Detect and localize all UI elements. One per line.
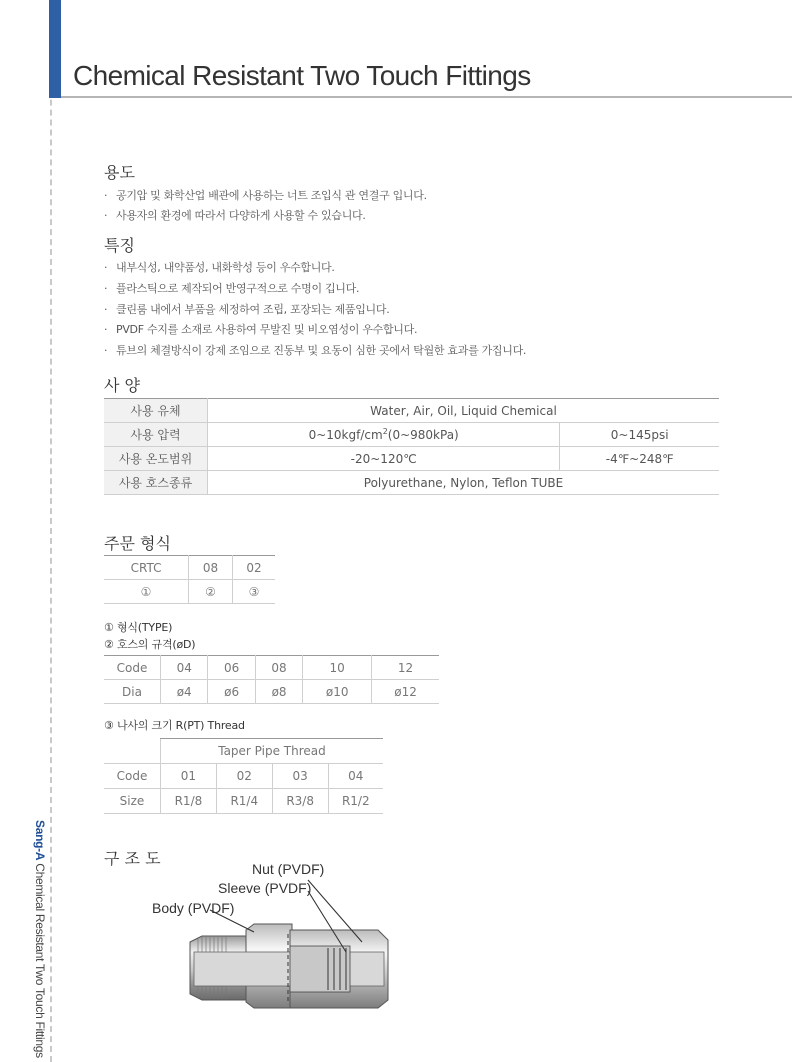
thread-size: R1/2 [328,789,383,814]
spec-fluid-value: Water, Air, Oil, Liquid Chemical [208,399,720,423]
page-title: Chemical Resistant Two Touch Fittings [73,60,531,91]
nut-label: Nut (PVDF) [252,861,325,877]
usage-list [104,186,427,226]
thread-size: R3/8 [272,789,328,814]
features-heading: 특징 [104,236,135,255]
dia-label: Dia [104,680,161,704]
thread-size-label: Size [104,789,161,814]
order-marker: ① [104,580,189,604]
list-item: · 공기압 및 화학산업 배관에 사용하는 너트 조입식 관 연결구 입니다. [104,189,427,202]
dia-value: ø8 [255,680,302,704]
dia-value: ø12 [372,680,439,704]
spec-table [104,398,719,495]
table-row [104,680,439,704]
structure-heading: 구 조 도 [104,849,161,868]
dia-code: 04 [161,656,208,680]
spec-pressure-imperial: 0~145psi [560,423,719,447]
table-row [104,399,719,423]
brand-logo-text: Sang-A [33,820,47,861]
spec-fluid-label: 사용 유체 [104,399,208,423]
side-running-title [31,820,47,1060]
order-heading: 주문 형식 [104,534,171,553]
thread-header: Taper Pipe Thread [161,739,384,764]
table-row [104,656,439,680]
order-code-size: 08 [189,556,233,580]
table-row [104,556,275,580]
table-row [104,580,275,604]
order-marker: ③ [232,580,275,604]
order-code-thread: 02 [232,556,275,580]
spec-heading: 사 양 [104,376,140,395]
table-row [104,447,719,471]
dia-code: 12 [372,656,439,680]
list-item: · 플라스틱으로 제작되어 반영구적으로 수명이 깁니다. [104,281,360,295]
thread-code: 02 [216,764,272,789]
list-item: · 튜브의 체결방식이 강제 조임으로 진동부 및 요동이 심한 곳에서 탁월한 효과를 가집니다. [104,344,527,357]
dia-value: ø10 [303,680,372,704]
thread-code: 01 [161,764,217,789]
hose-size-note: ② 호스의 규격(øD) [104,638,196,651]
sleeve-shape [290,946,350,992]
body-label: Body (PVDF) [152,900,235,916]
dia-value: ø6 [208,680,255,704]
dia-code: 06 [208,656,255,680]
table-row [104,764,383,789]
title-accent-bar [49,0,61,98]
thread-size-table [104,738,383,814]
thread-note: ③ 나사의 크기 R(PT) Thread [104,719,245,732]
thread-code: 04 [328,764,383,789]
usage-heading: 용도 [104,163,135,182]
spec-hose-value: Polyurethane, Nylon, Teflon TUBE [208,471,720,495]
list-item: · PVDF 수지를 소재로 사용하여 무발진 및 비오염성이 우수합니다. [104,323,418,337]
sleeve-label: Sleeve (PVDF) [218,880,312,896]
bore-cutaway [194,952,384,986]
features-list [104,258,526,362]
list-item: · 내부식성, 내약품성, 내화학성 등이 우수합니다. [104,261,335,274]
order-code-type: CRTC [104,556,189,580]
thread-blank-cell [104,739,161,764]
title-divider [61,96,792,98]
spec-pressure-metric: $0\sim 10kgf/cm^2(0\sim 980kPa)$ [208,423,560,447]
type-note: ① 형식(TYPE) [104,621,173,634]
table-row [104,471,719,495]
list-item: · 사용자의 환경에 따라서 다양하게 사용할 수 있습니다. [104,209,366,222]
thread-size: R1/8 [161,789,217,814]
dia-code: 10 [303,656,372,680]
table-row [104,789,383,814]
spec-hose-label: 사용 호스종류 [104,471,208,495]
thread-size: R1/4 [216,789,272,814]
fitting-structure-diagram [150,860,400,1020]
spec-temp-fahrenheit: -4℉~248℉ [560,447,719,471]
page-margin-guide [50,0,52,1062]
side-title-text: Chemical Resistant Two Touch Fittings [33,860,47,1058]
dia-code: 08 [255,656,302,680]
spec-pressure-label: 사용 압력 [104,423,208,447]
order-marker: ② [189,580,233,604]
table-row [104,739,383,764]
dia-value: ø4 [161,680,208,704]
spec-temp-label: 사용 온도범위 [104,447,208,471]
order-table [104,555,275,604]
dia-code-label: Code [104,656,161,680]
thread-code: 03 [272,764,328,789]
list-item: · 클린룸 내에서 부품을 세정하여 조립, 포장되는 제품입니다. [104,302,390,316]
spec-temp-celsius: -20~120℃ [208,447,560,471]
thread-code-label: Code [104,764,161,789]
hose-diameter-table [104,655,439,704]
table-row [104,423,719,447]
